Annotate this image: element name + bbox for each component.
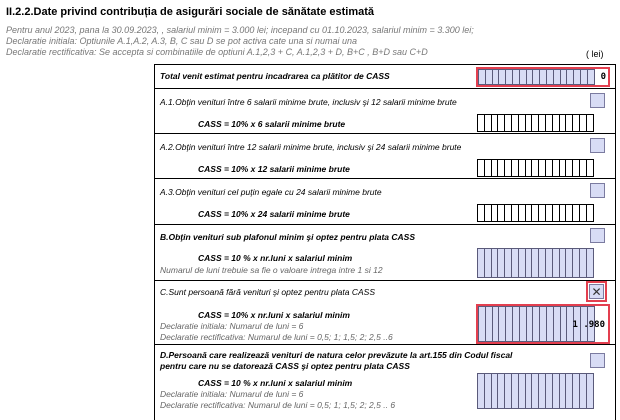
option-b-checkbox[interactable] — [590, 228, 605, 243]
option-a1-label: A.1.Obţin venituri între 6 salarii minime brute, inclusiv şi 12 salarii minime brute — [160, 97, 457, 107]
option-c-note-rectificativa: Declaratie rectificativa: Numarul de luni = 0,5; 1; 1,5; 2; 2,5 ..6 — [160, 332, 393, 342]
option-a3-formula: CASS = 10% x 24 salarii minime brute — [198, 209, 350, 219]
option-a1-checkbox[interactable] — [590, 93, 605, 108]
option-a3-amount[interactable] — [478, 204, 594, 222]
option-b-amount[interactable] — [478, 248, 594, 278]
table-left-border — [154, 64, 155, 420]
divider — [154, 344, 616, 345]
unit-label: ( lei) — [586, 49, 604, 59]
divider — [154, 88, 616, 89]
total-field[interactable] — [476, 67, 610, 87]
option-d-label-line-2: pentru care nu se datorează CASS şi optez pentru plata CASS — [160, 361, 410, 371]
option-a2-amount[interactable] — [478, 159, 594, 177]
option-c-checkbox[interactable] — [586, 281, 607, 302]
option-a3-checkbox[interactable] — [590, 183, 605, 198]
option-d-note-initial: Declaratie initiala: Numarul de luni = 6 — [160, 389, 304, 399]
intro-line-1: Pentru anul 2023, pana la 30.09.2023, , salariul minim = 3.000 lei; incepand cu 01.10.2023, salariul minim = 3.300 lei; — [6, 25, 474, 35]
option-c-label: C.Sunt persoană fără venituri şi optez pentru plata CASS — [160, 287, 375, 297]
option-d-formula: CASS = 10 % x nr.luni x salariul minim — [198, 378, 353, 388]
option-b-formula: CASS = 10 % x nr.luni x salariul minim — [198, 253, 353, 263]
option-d-note-rectificativa: Declaratie rectificativa: Numarul de luni = 0,5; 1; 1,5; 2; 2,5 .. 6 — [160, 400, 396, 410]
divider — [154, 178, 616, 179]
option-a2-checkbox[interactable] — [590, 138, 605, 153]
intro-line-3: Declaratie rectificativa: Se accepta si combinatiile de optiuni A.1,2,3 + C, A.1,2,3 + D, B+C , B+D sau C+D — [6, 47, 428, 57]
option-d-checkbox[interactable] — [590, 353, 605, 368]
option-d-amount[interactable] — [478, 373, 594, 409]
option-d-label-line-1: D.Persoană care realizează venituri de natura celor prevăzute la art.155 din Codul fiscal — [160, 350, 513, 360]
option-a1-formula: CASS = 10% x 6 salarii minime brute — [198, 119, 346, 129]
divider — [154, 280, 616, 281]
option-a1-amount[interactable] — [478, 114, 594, 132]
option-c-note-initial: Declaratie initiala: Numarul de luni = 6 — [160, 321, 304, 331]
option-b-note: Numarul de luni trebuie sa fie o valoare intrega intre 1 si 12 — [160, 265, 383, 275]
divider — [154, 64, 616, 65]
option-c-amount-field[interactable] — [476, 304, 610, 344]
check-x-icon: ✕ — [591, 284, 602, 299]
intro-line-2: Declaratie initiala: Optiunile A.1,A.2, A.3, B, C sau D se pot activa cate una si numai una — [6, 36, 358, 46]
total-label: Total venit estimat pentru incadrarea ca plătitor de CASS — [160, 71, 390, 81]
option-c-formula: CASS = 10% x nr.luni x salariul minim — [198, 310, 350, 320]
divider — [154, 224, 616, 225]
total-value: 0 — [600, 72, 606, 82]
option-a2-label: A.2.Obţin venituri între 12 salarii minime brute, inclusiv şi 24 salarii minime brute — [160, 142, 462, 152]
option-b-label: B.Obţin venituri sub plafonul minim şi optez pentru plata CASS — [160, 232, 416, 242]
option-c-amount-value: 1 .980 — [572, 320, 605, 330]
option-a3-label: A.3.Obţin venituri cel puţin egale cu 24 salarii minime brute — [160, 187, 382, 197]
divider — [154, 133, 616, 134]
section-title: II.2.2.Date privind contribuția de asigurări sociale de sănătate estimată — [6, 6, 375, 18]
option-a2-formula: CASS = 10% x 12 salarii minime brute — [198, 164, 350, 174]
table-right-border — [615, 64, 616, 420]
